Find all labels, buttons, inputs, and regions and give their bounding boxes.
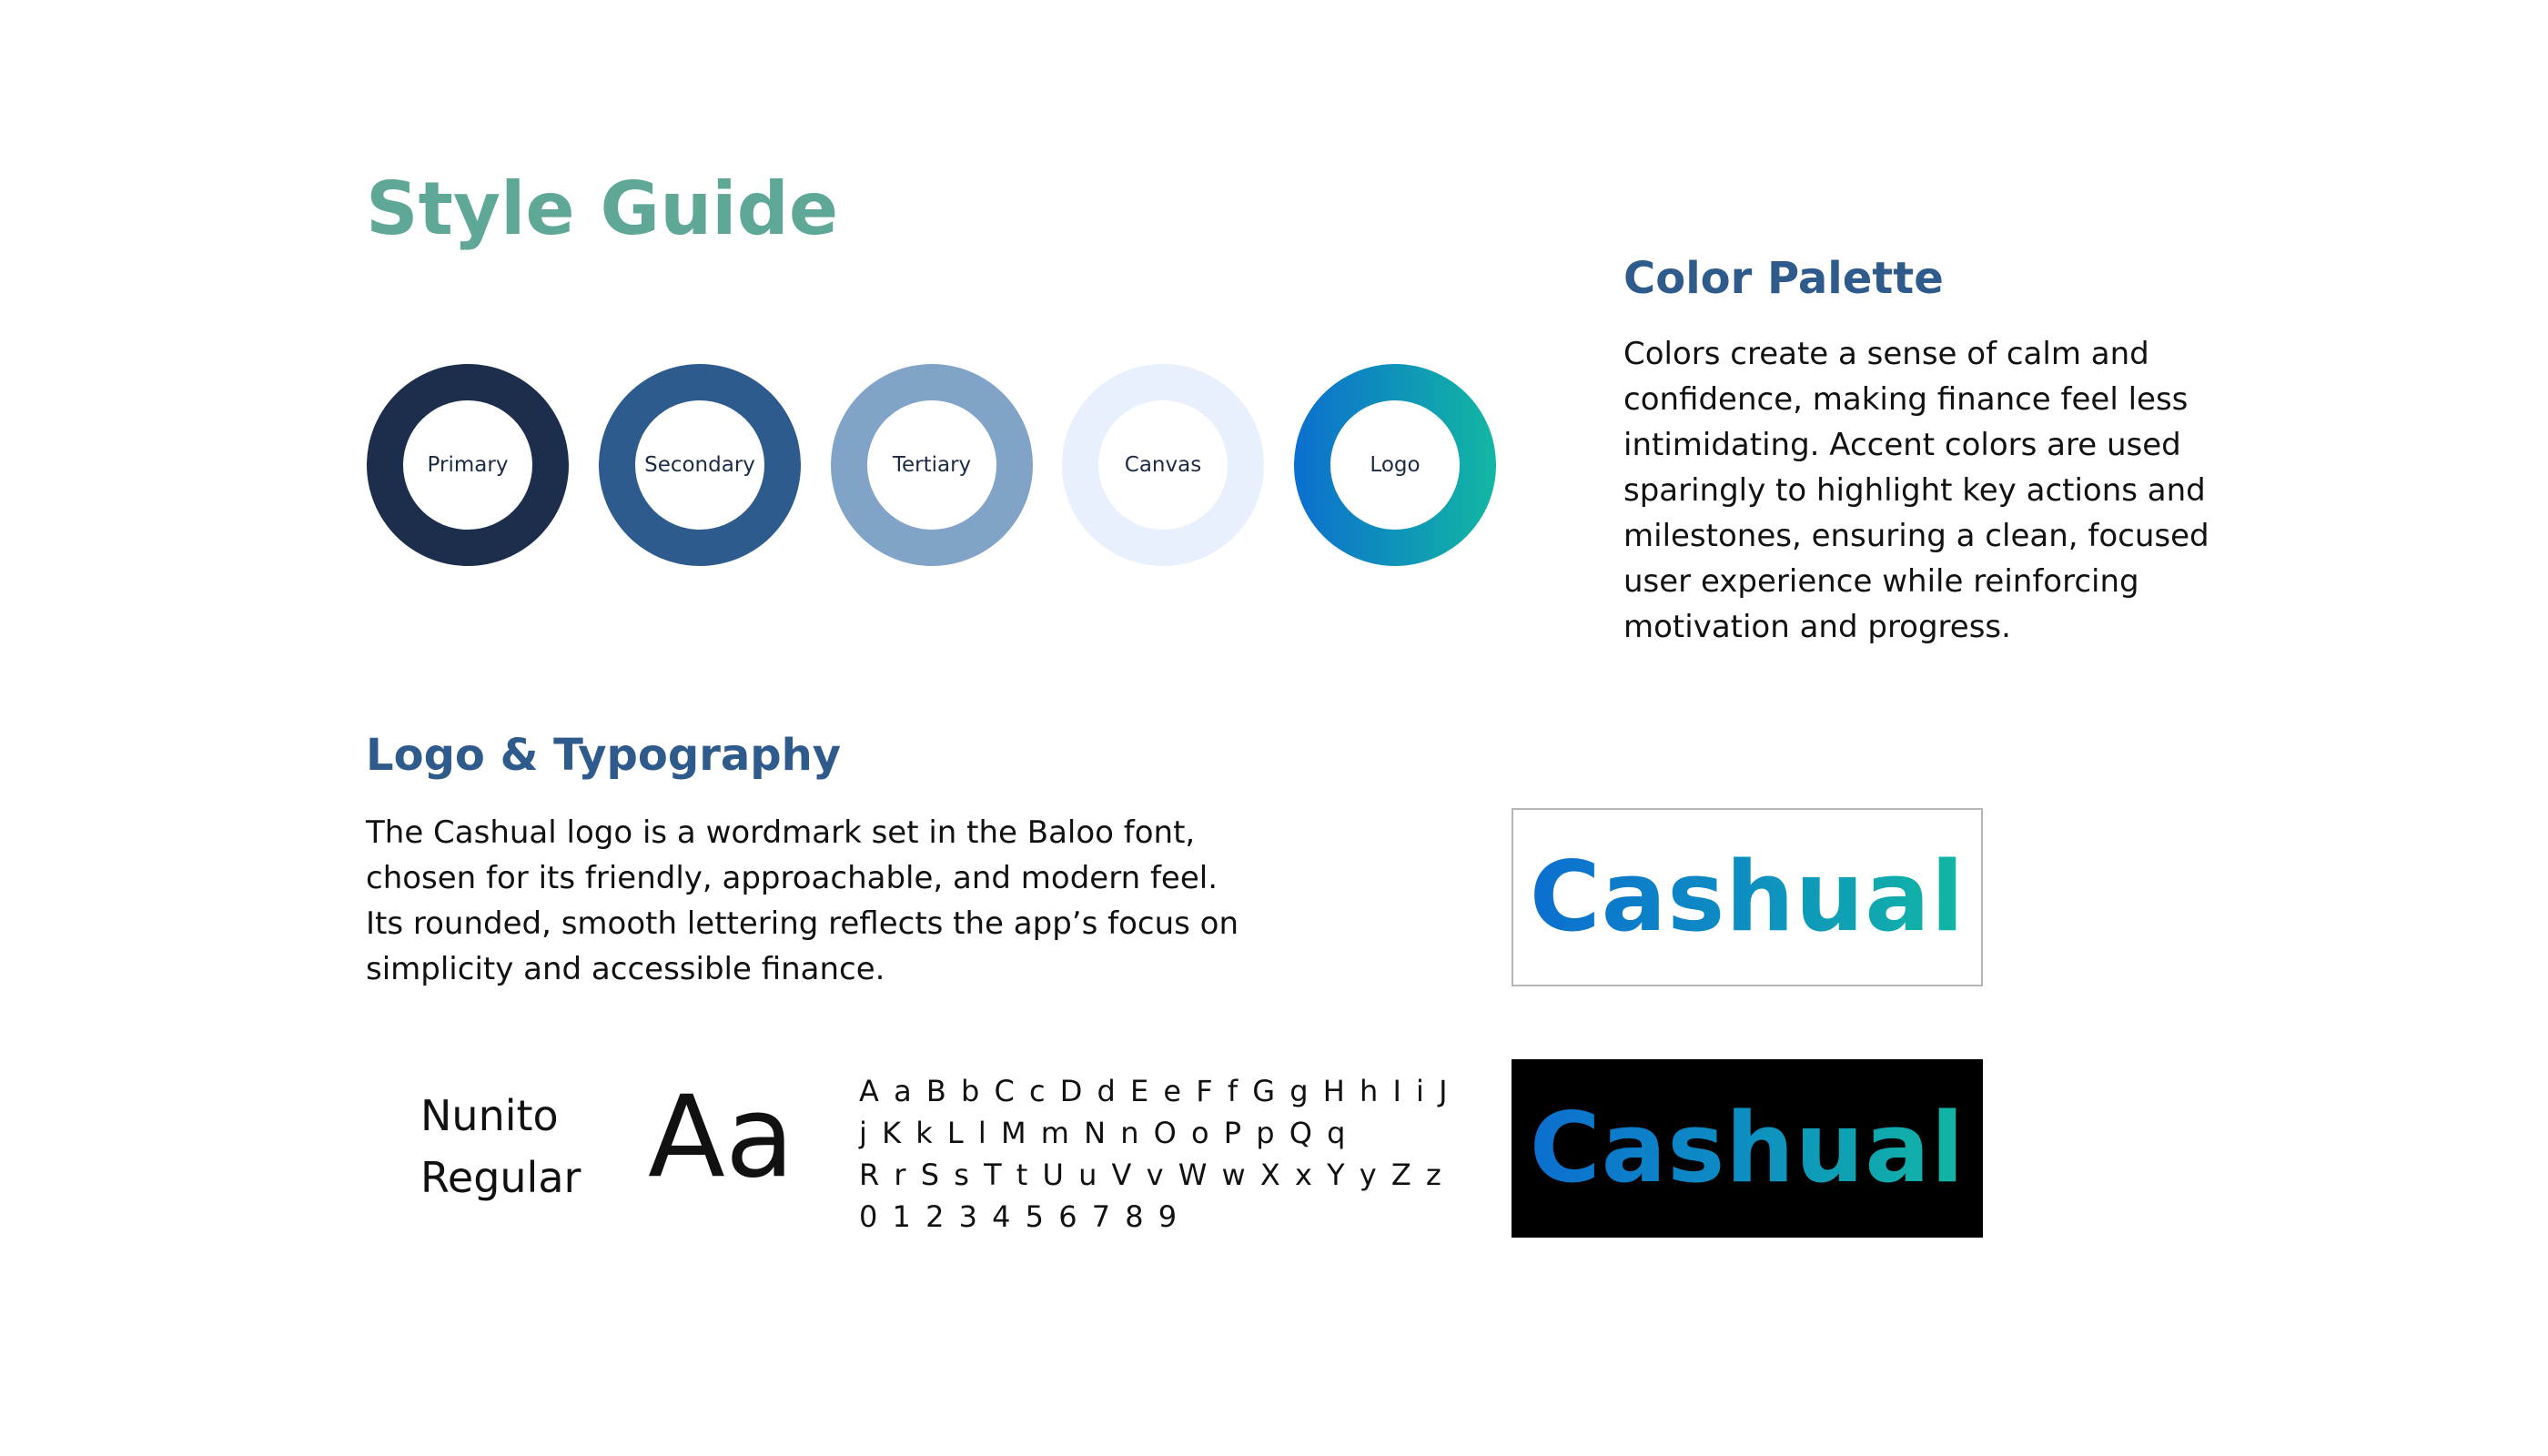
swatch-secondary: [599, 364, 801, 566]
glyph-line: A a B b C c D d E e F f G g H h I i J: [859, 1074, 1451, 1108]
font-name-line1: Nunito: [420, 1091, 559, 1140]
swatch-secondary-label: Secondary: [635, 400, 764, 530]
font-name-line2: Regular: [420, 1153, 581, 1202]
swatch-tertiary: [831, 364, 1033, 566]
glyph-line: 0 1 2 3 4 5 6 7 8 9: [859, 1199, 1180, 1234]
swatch-canvas-label: Canvas: [1098, 400, 1228, 530]
swatch-logo: [1294, 364, 1496, 566]
color-palette-heading: Color Palette: [1623, 253, 1944, 304]
font-specimen: Aa: [648, 1072, 794, 1203]
logo-card-dark: [1512, 1059, 1983, 1238]
swatch-primary: [367, 364, 569, 566]
glyph-line: R r S s T t U u V v W w X x Y y Z z: [859, 1158, 1444, 1192]
typography-heading: Logo & Typography: [366, 730, 842, 781]
swatch-canvas: [1062, 364, 1264, 566]
glyph-set: [859, 1070, 1451, 1238]
typography-description: The Cashual logo is a wordmark set in the Baloo font, chosen for its friendly, approachable, and modern feel. Its rounded, smooth lettering reflects the app’s focus on simplicity and accessible finance.: [366, 814, 1239, 987]
swatch-primary-label: Primary: [403, 400, 532, 530]
swatch-logo-label: Logo: [1330, 400, 1460, 530]
logo-wordmark-dark: Cashual: [1529, 1092, 1966, 1204]
color-palette-description: Colors create a sense of calm and confidence, making finance feel less intimidating. Accent colors are used sparingly to highlight key actions and milestones, ensuring a clean, focused user experience while reinforcing motivation and progress.: [1623, 336, 2209, 645]
swatch-tertiary-label: Tertiary: [867, 400, 996, 530]
font-name: [420, 1085, 657, 1208]
logo-wordmark-light: Cashual: [1529, 841, 1966, 953]
glyph-line: j K k L l M m N n O o P p Q q: [859, 1116, 1349, 1150]
page-title: Style Guide: [366, 167, 839, 251]
logo-card-light: [1512, 808, 1983, 986]
